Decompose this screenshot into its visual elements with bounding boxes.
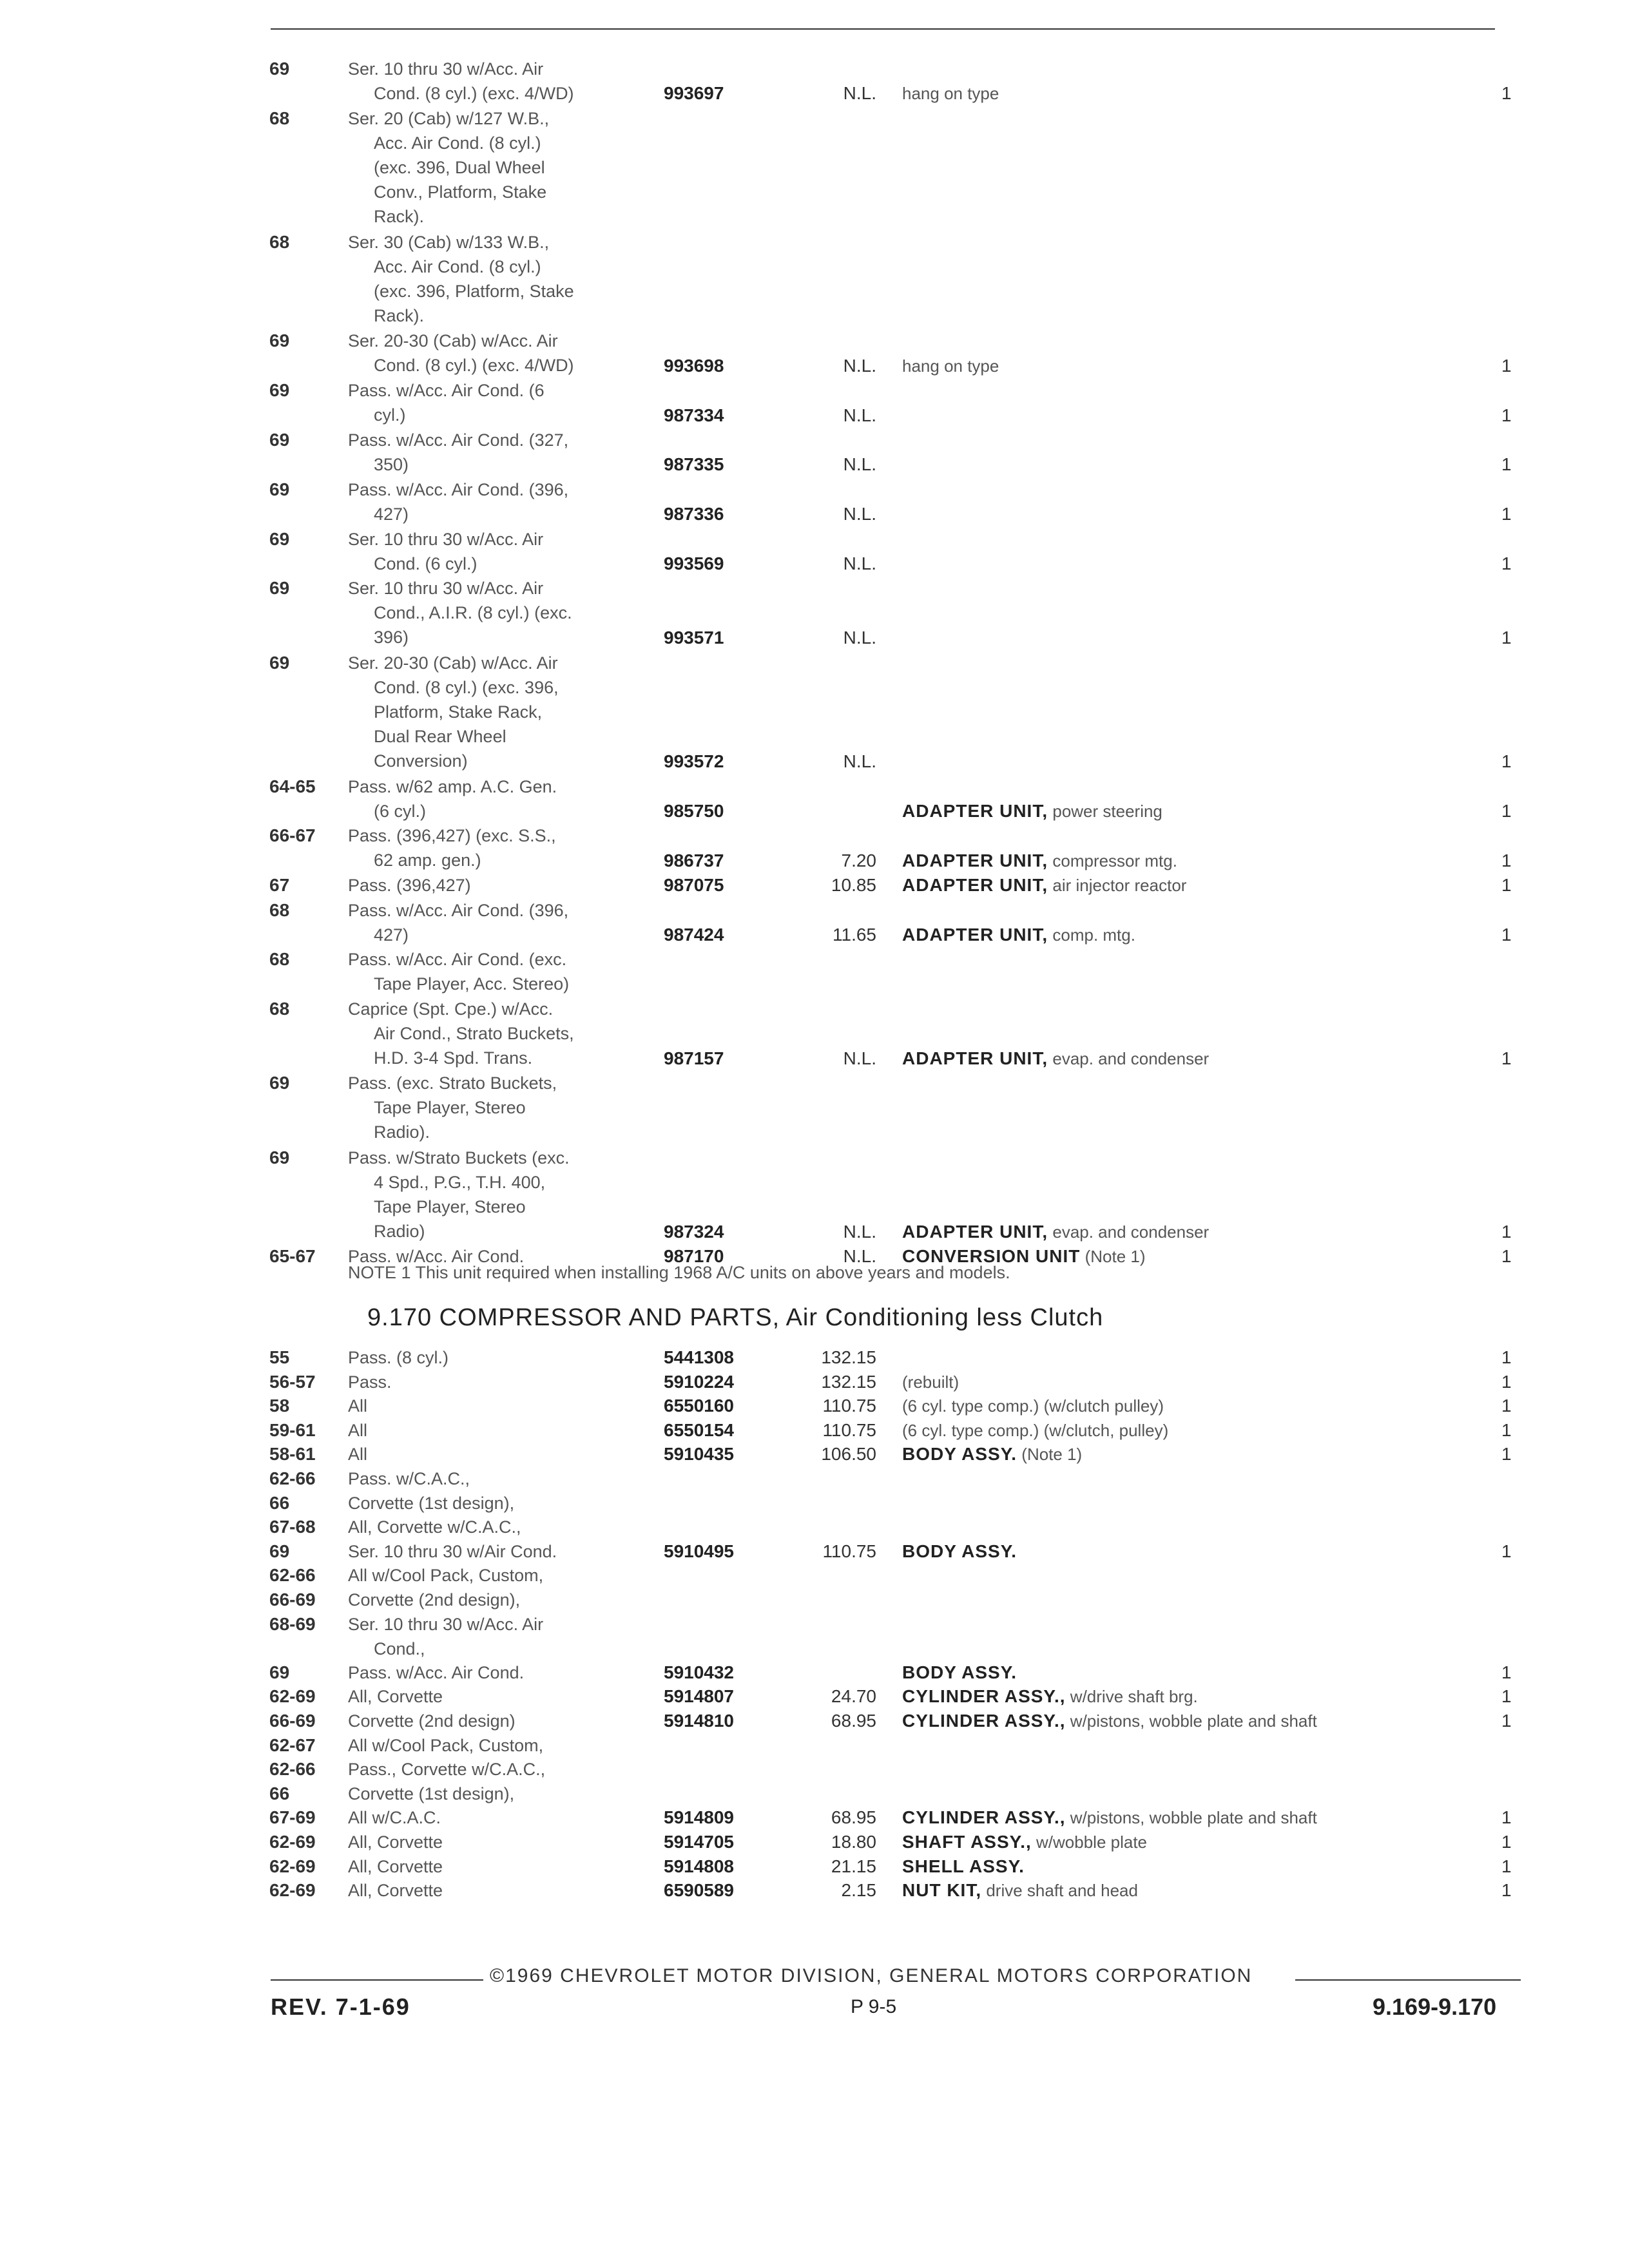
price: 132.15 — [821, 1347, 876, 1367]
quantity: 1 — [1501, 553, 1512, 573]
description-line: All — [348, 1420, 368, 1440]
description-line: Cond., A.I.R. (8 cyl.) (exc. — [374, 603, 572, 623]
application-description — [348, 1071, 644, 1144]
model-year: 67-69 — [269, 1807, 316, 1828]
description-line: Air Cond., Strato Buckets, — [374, 1024, 574, 1044]
model-year: 65-67 — [269, 1246, 316, 1267]
part-name — [902, 1709, 1443, 1733]
description-line: Cond. (8 cyl.) (exc. 4/WD) — [374, 356, 574, 376]
model-year: 69 — [269, 380, 290, 401]
price: 110.75 — [822, 1541, 876, 1561]
top-rule — [271, 28, 1495, 30]
part-number: 985750 — [664, 800, 724, 821]
description-line: 427) — [374, 925, 409, 945]
application-description — [348, 1515, 644, 1539]
price: N.L. — [843, 628, 876, 648]
price: 110.75 — [822, 1396, 876, 1416]
description-line: Pass. w/Acc. Air Cond. — [348, 1662, 525, 1682]
part-number: 5910435 — [664, 1444, 735, 1465]
price: 68.95 — [831, 1711, 876, 1731]
application-description — [348, 1146, 644, 1244]
price: N.L. — [843, 1246, 876, 1267]
part-name — [902, 1442, 1443, 1466]
page-number: P 9-5 — [851, 1996, 897, 2017]
part-detail: (rebuilt) — [902, 1372, 959, 1392]
part-number: 993571 — [664, 628, 724, 648]
model-year: 66-67 — [269, 825, 316, 846]
application-description — [348, 1370, 644, 1394]
application-description — [348, 1612, 644, 1661]
part-number: 987157 — [664, 1048, 724, 1068]
description-line: Pass. (396,427) (exc. S.S., — [348, 826, 556, 846]
application-description — [348, 1491, 644, 1515]
model-year: 55 — [269, 1347, 290, 1367]
description-line: Rack). — [374, 206, 425, 226]
description-line: Ser. 20 (Cab) w/127 W.B., — [348, 108, 550, 128]
description-line: Rack). — [374, 305, 425, 325]
application-description — [348, 1345, 644, 1370]
model-year: 69 — [269, 331, 290, 351]
price: N.L. — [843, 1048, 876, 1068]
part-number: 5914810 — [664, 1711, 735, 1731]
description-line: All, Corvette w/C.A.C., — [348, 1517, 521, 1537]
price: 68.95 — [831, 1807, 876, 1828]
quantity: 1 — [1501, 850, 1512, 870]
description-line: Corvette (1st design), — [348, 1493, 515, 1513]
model-year: 59-61 — [269, 1419, 316, 1440]
revision-date: REV. 7-1-69 — [271, 1994, 410, 2020]
description-line: Pass. w/Acc. Air Cond. (6 — [348, 381, 545, 401]
description-line: Pass. (396,427) — [348, 876, 471, 896]
part-number: 6590589 — [664, 1880, 735, 1901]
application-description — [348, 1660, 644, 1685]
part-number: 5914809 — [664, 1807, 735, 1828]
part-name — [902, 1370, 1443, 1394]
description-line: Pass., Corvette w/C.A.C., — [348, 1760, 546, 1780]
description-line: Cond. (8 cyl.) (exc. 396, — [374, 677, 559, 697]
description-line: cyl.) — [374, 405, 406, 425]
part-detail: (6 cyl. type comp.) (w/clutch, pulley) — [902, 1420, 1169, 1440]
part-name — [902, 1660, 1443, 1685]
part-detail: air injector reactor — [1052, 876, 1187, 896]
part-title: NUT KIT, — [902, 1880, 982, 1901]
description-line: Pass. w/Acc. Air Cond. (327, — [348, 430, 569, 450]
application-description — [348, 651, 644, 773]
description-line: 62 amp. gen.) — [374, 850, 481, 870]
description-line: Ser. 10 thru 30 w/Air Cond. — [348, 1541, 557, 1561]
quantity: 1 — [1501, 1419, 1512, 1440]
quantity: 1 — [1501, 1807, 1512, 1828]
description-line: Corvette (2nd design) — [348, 1711, 516, 1731]
description-line: Conversion) — [374, 751, 468, 771]
quantity: 1 — [1501, 1711, 1512, 1731]
description-line: 396) — [374, 628, 409, 648]
application-description — [348, 947, 644, 996]
description-line: Acc. Air Cond. (8 cyl.) — [374, 256, 541, 276]
part-detail: evap. and condenser — [1052, 1048, 1210, 1068]
application-description — [348, 1588, 644, 1612]
price: 106.50 — [821, 1444, 876, 1465]
application-description — [348, 1830, 644, 1854]
part-number: 987324 — [664, 1221, 724, 1242]
part-name — [902, 1539, 1443, 1564]
model-year: 67-68 — [269, 1517, 316, 1537]
description-line: Pass. (exc. Strato Buckets, — [348, 1073, 557, 1093]
application-description — [348, 1709, 644, 1733]
description-line: Cond., — [374, 1639, 425, 1658]
part-detail: w/drive shaft brg. — [1070, 1687, 1198, 1707]
model-year: 68 — [269, 999, 290, 1019]
description-line: Corvette (1st design), — [348, 1783, 515, 1803]
model-year: 68 — [269, 231, 290, 252]
quantity: 1 — [1501, 1686, 1512, 1707]
description-line: (exc. 396, Platform, Stake — [374, 281, 574, 301]
description-line: All w/Cool Pack, Custom, — [348, 1566, 544, 1586]
part-title: ADAPTER UNIT, — [902, 924, 1048, 945]
part-name — [902, 873, 1443, 898]
quantity: 1 — [1501, 1856, 1512, 1876]
description-line: All, Corvette — [348, 1856, 443, 1876]
quantity: 1 — [1501, 1880, 1512, 1901]
application-description — [348, 1805, 644, 1830]
description-line: All, Corvette — [348, 1832, 443, 1852]
part-title: BODY ASSY. — [902, 1662, 1017, 1682]
part-detail: (Note 1) — [1021, 1445, 1083, 1465]
quantity: 1 — [1501, 355, 1512, 376]
application-description — [348, 230, 644, 328]
quantity: 1 — [1501, 628, 1512, 648]
part-detail: hang on type — [902, 356, 999, 376]
part-title: CYLINDER ASSY., — [902, 1807, 1066, 1828]
model-year: 66-69 — [269, 1590, 316, 1610]
description-line: Platform, Stake Rack, — [374, 702, 543, 722]
application-description — [348, 1733, 644, 1758]
part-title: SHELL ASSY. — [902, 1856, 1025, 1876]
application-description — [348, 1418, 644, 1443]
application-description — [348, 1878, 644, 1903]
application-description — [348, 898, 644, 947]
application-description — [348, 873, 644, 898]
description-line: Pass. w/Acc. Air Cond. — [348, 1247, 525, 1267]
part-name — [902, 354, 1443, 378]
model-year: 69 — [269, 652, 290, 673]
quantity: 1 — [1501, 1347, 1512, 1367]
application-description — [348, 106, 644, 229]
description-line: Pass. w/Acc. Air Cond. (exc. — [348, 950, 567, 970]
application-description — [348, 1684, 644, 1709]
part-detail: evap. and condenser — [1052, 1222, 1210, 1242]
part-title: BODY ASSY. — [902, 1541, 1017, 1561]
part-name — [902, 1684, 1443, 1709]
description-line: Tape Player, Stereo — [374, 1196, 526, 1216]
description-line: Conv., Platform, Stake — [374, 182, 547, 202]
description-line: (exc. 396, Dual Wheel — [374, 157, 545, 177]
description-line: Caprice (Spt. Cpe.) w/Acc. — [348, 999, 554, 1019]
application-description — [348, 774, 644, 823]
description-line: Pass. w/Acc. Air Cond. (396, — [348, 900, 569, 920]
part-number: 993572 — [664, 751, 724, 772]
part-name — [902, 81, 1443, 106]
quantity: 1 — [1501, 1832, 1512, 1852]
part-name — [902, 799, 1443, 823]
part-number: 993569 — [664, 553, 724, 573]
note-1: NOTE 1 This unit required when installing 1968 A/C units on above years and models. — [348, 1263, 1010, 1282]
part-number: 5914807 — [664, 1686, 735, 1707]
model-year: 69 — [269, 1147, 290, 1168]
model-year: 66 — [269, 1783, 290, 1803]
part-number: 993698 — [664, 355, 724, 376]
model-year: 62-69 — [269, 1832, 316, 1852]
application-description — [348, 1563, 644, 1588]
part-number: 987334 — [664, 405, 724, 425]
part-number: 5910432 — [664, 1662, 735, 1682]
quantity: 1 — [1501, 800, 1512, 821]
part-detail: drive shaft and head — [986, 1881, 1138, 1901]
application-description — [348, 527, 644, 576]
description-line: Pass. w/C.A.C., — [348, 1469, 470, 1488]
part-title: ADAPTER UNIT, — [902, 1221, 1048, 1242]
part-title: BODY ASSY. — [902, 1444, 1017, 1465]
part-detail: comp. mtg. — [1052, 925, 1135, 945]
description-line: All w/Cool Pack, Custom, — [348, 1735, 544, 1755]
description-line: All w/C.A.C. — [348, 1808, 441, 1828]
model-year: 66 — [269, 1492, 290, 1513]
part-title: CYLINDER ASSY., — [902, 1711, 1066, 1731]
part-title: ADAPTER UNIT, — [902, 875, 1048, 896]
copyright: ©1969 CHEVROLET MOTOR DIVISION, GENERAL MOTORS CORPORATION — [490, 1965, 1253, 1986]
price: 2.15 — [841, 1880, 876, 1901]
model-year: 64-65 — [269, 776, 316, 796]
part-detail: w/wobble plate — [1036, 1832, 1148, 1852]
application-description — [348, 1394, 644, 1418]
application-description — [348, 329, 644, 378]
part-name — [902, 1418, 1443, 1443]
application-description — [348, 1782, 644, 1806]
part-name — [902, 849, 1443, 873]
description-line: Tape Player, Stereo — [374, 1098, 526, 1118]
description-line: Pass. — [348, 1372, 392, 1392]
model-year: 69 — [269, 430, 290, 450]
part-name — [902, 1394, 1443, 1418]
description-line: All — [348, 1445, 368, 1465]
description-line: Pass. w/62 amp. A.C. Gen. — [348, 776, 557, 796]
part-name — [902, 1878, 1443, 1903]
part-number: 5441308 — [664, 1347, 735, 1367]
quantity: 1 — [1501, 1221, 1512, 1242]
price: 10.85 — [831, 875, 876, 896]
model-year: 62-67 — [269, 1735, 316, 1755]
application-description — [348, 1854, 644, 1879]
quantity: 1 — [1501, 875, 1512, 896]
description-line: Pass. w/Acc. Air Cond. (396, — [348, 479, 569, 499]
description-line: 350) — [374, 455, 409, 474]
quantity: 1 — [1501, 1396, 1512, 1416]
application-description — [348, 1442, 644, 1466]
model-year: 69 — [269, 578, 290, 599]
model-year: 68-69 — [269, 1613, 316, 1634]
model-year: 62-66 — [269, 1565, 316, 1586]
description-line: H.D. 3-4 Spd. Trans. — [374, 1048, 533, 1068]
part-name — [902, 923, 1443, 947]
footer-copyright-line — [271, 1965, 1521, 1991]
model-year: 69 — [269, 1073, 290, 1093]
description-line: Acc. Air Cond. (8 cyl.) — [374, 133, 541, 153]
part-number: 993697 — [664, 83, 724, 104]
model-year: 62-66 — [269, 1468, 316, 1488]
description-line: Pass. (8 cyl.) — [348, 1348, 449, 1367]
model-year: 58-61 — [269, 1444, 316, 1465]
description-line: Tape Player, Acc. Stereo) — [374, 974, 570, 994]
part-number: 5914705 — [664, 1832, 735, 1852]
part-detail: hang on type — [902, 84, 999, 104]
part-name — [902, 1830, 1443, 1854]
part-detail: (6 cyl. type comp.) (w/clutch pulley) — [902, 1396, 1164, 1416]
model-year: 68 — [269, 899, 290, 920]
quantity: 1 — [1501, 504, 1512, 524]
part-name — [902, 1854, 1443, 1879]
quantity: 1 — [1501, 1048, 1512, 1068]
description-line: Radio) — [374, 1221, 425, 1241]
part-detail: power steering — [1052, 801, 1162, 821]
model-year: 67 — [269, 875, 290, 896]
part-title: ADAPTER UNIT, — [902, 850, 1048, 870]
application-description — [348, 57, 644, 106]
part-detail: (Note 1) — [1084, 1247, 1146, 1267]
application-description — [348, 378, 644, 427]
model-year: 62-66 — [269, 1759, 316, 1780]
part-title: ADAPTER UNIT, — [902, 1048, 1048, 1068]
part-number: 987170 — [664, 1246, 724, 1267]
model-year: 69 — [269, 528, 290, 549]
description-line: Ser. 10 thru 30 w/Acc. Air — [348, 579, 544, 599]
section-title: 9.170 COMPRESSOR AND PARTS, Air Conditioning less Clutch — [367, 1304, 1104, 1331]
description-line: Cond. (8 cyl.) (exc. 4/WD) — [374, 84, 574, 103]
quantity: 1 — [1501, 1246, 1512, 1267]
part-number: 5914808 — [664, 1856, 735, 1876]
part-title: CYLINDER ASSY., — [902, 1686, 1066, 1707]
quantity: 1 — [1501, 924, 1512, 945]
description-line: All, Corvette — [348, 1687, 443, 1707]
price: N.L. — [843, 355, 876, 376]
model-year: 66-69 — [269, 1711, 316, 1731]
price: N.L. — [843, 504, 876, 524]
quantity: 1 — [1501, 1541, 1512, 1561]
price: 11.65 — [833, 924, 876, 945]
quantity: 1 — [1501, 405, 1512, 425]
part-number: 5910495 — [664, 1541, 735, 1561]
model-year: 62-69 — [269, 1686, 316, 1707]
model-year: 69 — [269, 1541, 290, 1561]
part-detail: w/pistons, wobble plate and shaft — [1070, 1711, 1317, 1731]
description-line: Ser. 30 (Cab) w/133 W.B., — [348, 232, 550, 252]
description-line: Ser. 10 thru 30 w/Acc. Air — [348, 1614, 544, 1634]
price: N.L. — [843, 751, 876, 772]
price: N.L. — [843, 454, 876, 475]
part-number: 6550154 — [664, 1419, 735, 1440]
model-year: 62-69 — [269, 1880, 316, 1901]
application-description — [348, 997, 644, 1070]
price: 110.75 — [822, 1419, 876, 1440]
part-name — [902, 1220, 1443, 1244]
quantity: 1 — [1501, 1371, 1512, 1392]
description-line: Ser. 10 thru 30 w/Acc. Air — [348, 59, 544, 79]
part-title: ADAPTER UNIT, — [902, 800, 1048, 821]
price: N.L. — [843, 83, 876, 104]
description-line: Corvette (2nd design), — [348, 1590, 521, 1610]
application-description — [348, 1539, 644, 1564]
part-number: 987335 — [664, 454, 724, 475]
section-range: 9.169-9.170 — [1373, 1994, 1497, 2020]
part-name — [902, 1805, 1443, 1830]
price: 132.15 — [821, 1371, 876, 1392]
price: 24.70 — [831, 1686, 876, 1707]
description-line: All, Corvette — [348, 1881, 443, 1901]
quantity: 1 — [1501, 751, 1512, 772]
quantity: 1 — [1501, 1662, 1512, 1682]
model-year: 68 — [269, 949, 290, 970]
description-line: (6 cyl.) — [374, 801, 426, 821]
price: 7.20 — [841, 850, 876, 870]
price: N.L. — [843, 405, 876, 425]
model-year: 68 — [269, 108, 290, 128]
part-number: 987075 — [664, 875, 724, 896]
description-line: All — [348, 1396, 368, 1416]
application-description — [348, 477, 644, 526]
model-year: 58 — [269, 1396, 290, 1416]
description-line: Dual Rear Wheel — [374, 726, 506, 746]
application-description — [348, 1757, 644, 1782]
application-description — [348, 1466, 644, 1491]
model-year: 56-57 — [269, 1371, 316, 1392]
description-line: Ser. 10 thru 30 w/Acc. Air — [348, 529, 544, 549]
part-detail: compressor mtg. — [1052, 850, 1177, 870]
quantity: 1 — [1501, 454, 1512, 475]
model-year: 69 — [269, 59, 290, 79]
part-number: 986737 — [664, 850, 724, 870]
part-name — [902, 1046, 1443, 1071]
part-number: 5910224 — [664, 1371, 735, 1392]
description-line: Pass. w/Strato Buckets (exc. — [348, 1148, 570, 1168]
part-title: SHAFT ASSY., — [902, 1832, 1032, 1852]
quantity: 1 — [1501, 83, 1512, 104]
price: N.L. — [843, 1221, 876, 1242]
model-year: 69 — [269, 1662, 290, 1682]
model-year: 62-69 — [269, 1856, 316, 1876]
description-line: Ser. 20-30 (Cab) w/Acc. Air — [348, 653, 558, 673]
price: 18.80 — [831, 1832, 876, 1852]
description-line: Cond. (6 cyl.) — [374, 553, 477, 573]
part-detail: w/pistons, wobble plate and shaft — [1070, 1808, 1317, 1828]
part-number: 987424 — [664, 924, 724, 945]
application-description — [348, 428, 644, 477]
description-line: Ser. 20-30 (Cab) w/Acc. Air — [348, 331, 558, 351]
part-number: 987336 — [664, 504, 724, 524]
application-description — [348, 823, 644, 872]
description-line: 4 Spd., P.G., T.H. 400, — [374, 1172, 546, 1192]
application-description — [348, 576, 644, 649]
part-number: 6550160 — [664, 1396, 735, 1416]
model-year: 69 — [269, 479, 290, 499]
part-title: CONVERSION UNIT — [902, 1246, 1081, 1267]
description-line: 427) — [374, 504, 409, 524]
description-line: Radio). — [374, 1122, 430, 1142]
price: N.L. — [843, 553, 876, 573]
quantity: 1 — [1501, 1444, 1512, 1465]
price: 21.15 — [831, 1856, 876, 1876]
